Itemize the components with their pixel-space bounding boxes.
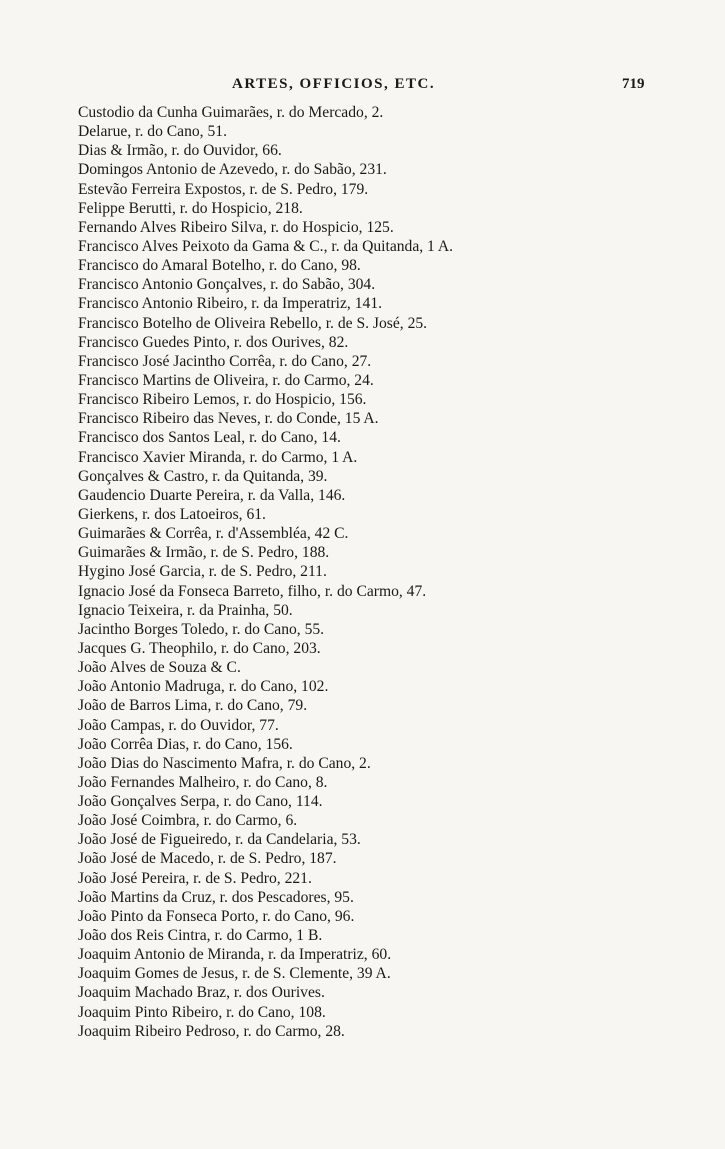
directory-entry: João José Coimbra, r. do Carmo, 6. xyxy=(78,812,298,830)
directory-entry: Ignacio Teixeira, r. da Prainha, 50. xyxy=(78,601,293,619)
directory-entry: João Corrêa Dias, r. do Cano, 156. xyxy=(78,735,293,753)
directory-entry: Estevão Ferreira Expostos, r. de S. Pedro, 179. xyxy=(78,180,369,198)
directory-entry: Joaquim Pinto Ribeiro, r. do Cano, 108. xyxy=(78,1003,326,1021)
directory-entry: Francisco dos Santos Leal, r. do Cano, 14. xyxy=(78,429,341,447)
directory-entry: Delarue, r. do Cano, 51. xyxy=(78,123,227,141)
directory-entry: Joaquim Machado Braz, r. dos Ourives. xyxy=(78,984,325,1002)
directory-entry: Francisco Antonio Ribeiro, r. da Imperatriz, 141. xyxy=(78,295,383,313)
directory-entry: Dias & Irmão, r. do Ouvidor, 66. xyxy=(78,142,282,160)
directory-entry: Francisco Ribeiro Lemos, r. do Hospicio, 156. xyxy=(78,391,367,409)
directory-entry: Francisco Martins de Oliveira, r. do Carmo, 24. xyxy=(78,371,374,389)
directory-entry: Jacques G. Theophilo, r. do Cano, 203. xyxy=(78,639,321,657)
directory-entry: Gonçalves & Castro, r. da Quitanda, 39. xyxy=(78,467,328,485)
directory-entry: Custodio da Cunha Guimarães, r. do Mercado, 2. xyxy=(78,104,384,121)
directory-entry: Guimarães & Corrêa, r. d'Assembléa, 42 C. xyxy=(78,525,349,543)
directory-entry: João Pinto da Fonseca Porto, r. do Cano, 96. xyxy=(78,907,355,925)
directory-entry: Domingos Antonio de Azevedo, r. do Sabão, 231. xyxy=(78,161,387,179)
directory-entry: Fernando Alves Ribeiro Silva, r. do Hospicio, 125. xyxy=(78,218,394,236)
directory-entry: Francisco Antonio Gonçalves, r. do Sabão, 304. xyxy=(78,276,376,294)
directory-entry: João José de Figueiredo, r. da Candelaria, 53. xyxy=(78,831,361,849)
directory-entry: Guimarães & Irmão, r. de S. Pedro, 188. xyxy=(78,544,330,562)
page-header xyxy=(0,76,725,100)
directory-entry: João Dias do Nascimento Mafra, r. do Cano, 2. xyxy=(78,754,371,772)
directory-entry: Ignacio José da Fonseca Barreto, filho, r. do Carmo, 47. xyxy=(78,582,427,600)
directory-entry: João José de Macedo, r. de S. Pedro, 187. xyxy=(78,850,337,868)
directory-entry: João Gonçalves Serpa, r. do Cano, 114. xyxy=(78,793,323,811)
directory-entry: João de Barros Lima, r. do Cano, 79. xyxy=(78,697,308,715)
directory-entry: João Martins da Cruz, r. dos Pescadores, 95. xyxy=(78,888,354,906)
directory-entry: Gierkens, r. dos Latoeiros, 61. xyxy=(78,505,266,523)
directory-entry: Francisco José Jacintho Corrêa, r. do Cano, 27. xyxy=(78,352,372,370)
directory-entry: Joaquim Ribeiro Pedroso, r. do Carmo, 28. xyxy=(78,1022,345,1040)
directory-entry: João Campas, r. do Ouvidor, 77. xyxy=(78,716,279,734)
directory-entry: João José Pereira, r. de S. Pedro, 221. xyxy=(78,869,312,887)
directory-entry: Francisco Xavier Miranda, r. do Carmo, 1 A. xyxy=(78,448,358,466)
directory-entry: João Alves de Souza & C. xyxy=(78,659,241,677)
directory-entry: Francisco Alves Peixoto da Gama & C., r. da Quitanda, 1 A. xyxy=(78,237,454,255)
directory-entry: Joaquim Antonio de Miranda, r. da Imperatriz, 60. xyxy=(78,946,392,964)
directory-entry: Francisco Botelho de Oliveira Rebello, r. de S. José, 25. xyxy=(78,314,428,332)
directory-entry: João Fernandes Malheiro, r. do Cano, 8. xyxy=(78,773,328,791)
page-number: 719 xyxy=(622,76,645,92)
directory-entry: Joaquim Gomes de Jesus, r. de S. Clemente, 39 A. xyxy=(78,965,391,983)
directory-entry: Felippe Berutti, r. do Hospicio, 218. xyxy=(78,199,303,217)
directory-list xyxy=(78,103,548,1041)
directory-entry: Francisco do Amaral Botelho, r. do Cano, 98. xyxy=(78,257,361,275)
directory-entry: Jacintho Borges Toledo, r. do Cano, 55. xyxy=(78,620,325,638)
directory-entry: João dos Reis Cintra, r. do Carmo, 1 B. xyxy=(78,927,323,945)
running-head: ARTES, OFFICIOS, ETC. xyxy=(232,76,436,92)
directory-entry: Francisco Ribeiro das Neves, r. do Conde, 15 A. xyxy=(78,410,379,428)
directory-entry: Hygino José Garcia, r. de S. Pedro, 211. xyxy=(78,563,327,581)
directory-entry: Gaudencio Duarte Pereira, r. da Valla, 146. xyxy=(78,486,346,504)
directory-entry: João Antonio Madruga, r. do Cano, 102. xyxy=(78,678,329,696)
directory-entry: Francisco Guedes Pinto, r. dos Ourives, 82. xyxy=(78,333,349,351)
